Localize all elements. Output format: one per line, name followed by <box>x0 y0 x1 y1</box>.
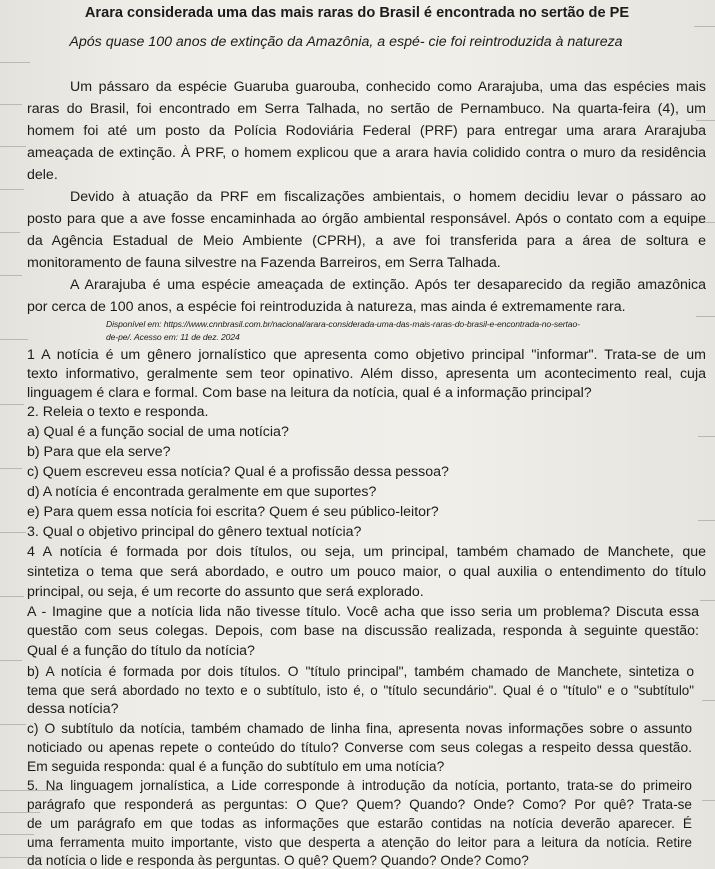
article-line: dele. <box>27 167 58 183</box>
question-line: sintetiza o tema que será abordado, e outro um pouco maior, o qual auxilia o entendimento do título <box>27 564 706 580</box>
ruled-line <box>0 724 26 725</box>
question-line: texto informativo, geralmente sem teor opinativo. Além disso, apresenta um acontecimento real, cuja <box>27 366 706 382</box>
question-line: da notícia o lide e responda às perguntas. O quê? Quem? Quando? Onde? Como? <box>27 853 529 868</box>
source-citation: Disponível em: https://www.cnnbrasil.com.br/nacional/arara-considerada-uma-das-mais-raras-do-brasil-e-encontrada-no-sertao- <box>106 319 580 329</box>
question-line: Em seguida responda: qual é a função do subtítulo em uma notícia? <box>27 759 445 774</box>
ruled-line <box>0 404 24 405</box>
question-line: c) O subtítulo da notícia, também chamado de linha fina, apresenta novas informações sobre o assunto <box>27 721 692 736</box>
question-line: c) Quem escreveu essa notícia? Qual é a profissão dessa pessoa? <box>27 464 449 480</box>
source-citation: de-pe/. Acesso em: 11 de dez. 2024 <box>106 332 240 342</box>
ruled-line <box>0 104 22 105</box>
ruled-line <box>696 316 715 317</box>
question-line: 5. Na linguagem jornalística, a Lide corresponde à introdução da notícia, portanto, trata-se do primeiro <box>27 778 692 793</box>
question-line: e) Para quem essa notícia foi escrita? Quem é seu público-leitor? <box>27 504 439 520</box>
article-line: posto para que a ave fosse encaminhada ao órgão ambiental responsável. Após o contato com a equipe <box>27 211 706 227</box>
article-line: da Agência Estadual de Meio Ambiente (CPRH), a ave foi transferida para a área de soltura e <box>27 233 706 249</box>
article-line: Devido à atuação da PRF em fiscalizações ambientais, o homem decidiu levar o pássaro ao <box>70 189 706 205</box>
question-line: principal, ou seja, é um recorte do assunto que será explorado. <box>27 584 424 600</box>
ruled-line <box>702 800 715 801</box>
question-line: uma ferramenta muito importante, visto que desperta a atenção do leitor para a leitura da notícia. Retire <box>27 835 692 850</box>
ruled-line <box>0 146 26 147</box>
question-line: 4 A notícia é formada por dois títulos, ou seja, um principal, também chamado de Manchete, que <box>27 544 706 560</box>
ruled-line <box>0 532 26 533</box>
subheadline: Após quase 100 anos de extinção da Amazônia, a espé- cie foi reintroduzida à natureza <box>69 34 623 50</box>
question-line: de um parágrafo em que todas as informações que estarão contidas na notícia deverão aparecer. É <box>27 816 692 831</box>
question-line: b) A notícia é formada por dois títulos. O "título principal", também chamado de Manchete, sintetiza o <box>27 664 694 679</box>
question-line: parágrafo que responderá as perguntas: O Que? Quem? Quando? Onde? Como? Por quê? Trata-se <box>27 797 692 812</box>
question-line: linguagem é clara e formal. Com base na leitura da notícia, qual é a informação principal? <box>27 385 592 401</box>
question-line: 1 A notícia é um gênero jornalístico que apresenta como objetivo principal "informar". Trata-se de um <box>27 347 706 363</box>
article-line: Um pássaro da espécie Guaruba guarouba, conhecido como Ararajuba, uma das espécies mais <box>70 79 706 95</box>
article-line: por cerca de 100 anos, a espécie foi reintroduzida à natureza, mas ainda é extremamente rara. <box>27 299 626 315</box>
ruled-line <box>698 520 715 521</box>
ruled-line <box>698 436 715 437</box>
question-line: tema que será abordado no texto e o subtítulo, isto é, o "título secundário". Qual é o "título" e o "subtítulo" <box>27 683 694 698</box>
question-line: Qual é a função do título da notícia? <box>27 643 255 659</box>
ruled-line <box>702 700 715 701</box>
question-line: a) Qual é a função social de uma notícia? <box>27 424 289 440</box>
question-line: A - Imagine que a notícia lida não tivesse título. Você acha que isso seria um problema? Discuta essa <box>27 604 699 620</box>
ruled-line <box>0 232 20 233</box>
article-line: A Ararajuba é uma espécie ameaçada de extinção. Após ter desaparecido da região amazônica <box>70 277 706 293</box>
question-line: 3. Qual o objetivo principal do gênero textual notícia? <box>27 524 362 540</box>
ruled-line <box>700 600 715 601</box>
article-line: homem foi até um posto da Polícia Rodoviária Federal (PRF) para entregar uma arara Ararajuba <box>27 123 706 139</box>
ruled-line <box>0 62 30 63</box>
ruled-line <box>694 26 715 27</box>
ruled-line <box>0 660 22 661</box>
ruled-line <box>0 189 24 190</box>
ruled-line <box>0 468 22 469</box>
headline: Arara considerada uma das mais raras do Brasil é encontrada no sertão de PE <box>84 5 630 21</box>
question-line: b) Para que ela serve? <box>27 444 171 460</box>
question-line: 2. Releia o texto e responda. <box>27 404 209 420</box>
article-line: monitoramento de fauna silvestre na Fazenda Barreiros, em Serra Talhada. <box>27 255 501 271</box>
ruled-line <box>696 120 715 121</box>
article-line: raras do Brasil, foi encontrado em Serra Talhada, no sertão de Pernambuco. Na quarta-feira (4), um <box>27 101 706 117</box>
ruled-line <box>0 596 24 597</box>
article-line: ameaçada de extinção. À PRF, o homem explicou que a arara havia colidido contra o muro da residência <box>27 145 706 161</box>
question-line: dessa notícia? <box>27 701 119 717</box>
ruled-line <box>0 275 22 276</box>
question-line: d) A notícia é encontrada geralmente em que suportes? <box>27 484 377 500</box>
ruled-line <box>0 339 28 340</box>
question-line: questão com seus colegas. Depois, com base na discussão realizada, responda à seguinte questão: <box>27 623 699 639</box>
question-line: noticiado ou apenas repete o conteúdo do título? Converse com seus colegas a respeito dessa questão. <box>27 740 692 755</box>
